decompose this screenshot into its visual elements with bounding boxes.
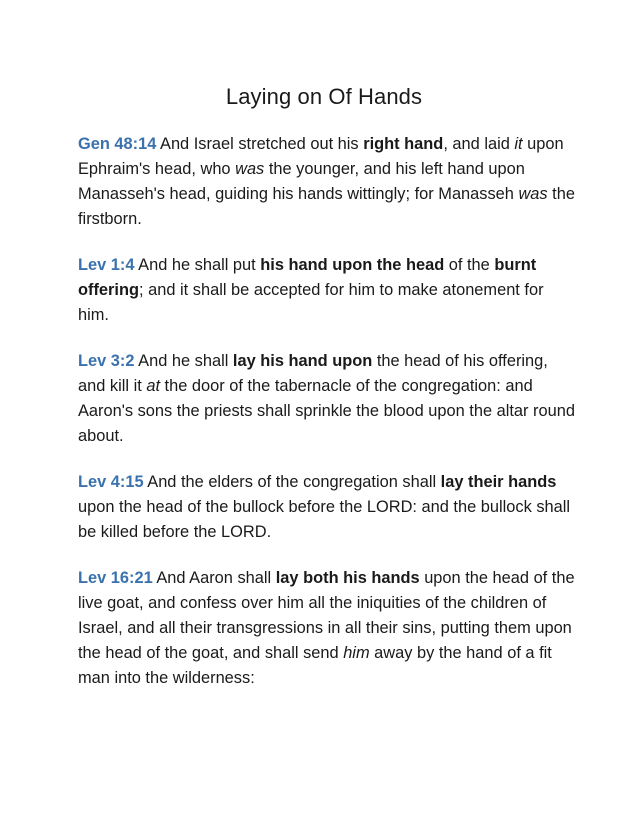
verse-text: upon the head of the bullock before the LORD: and the bullock shall be killed before the LORD. [78,498,571,541]
verse-paragraph [78,470,578,545]
verse-emphasis-bold: his hand upon the head [260,256,445,274]
verse-emphasis-italic: it [514,135,523,153]
verse-emphasis-italic: at [146,377,160,395]
verse-emphasis-bold: burnt offering [78,256,537,299]
verse-text: ; and it shall be accepted for him to make atonement for him. [78,281,544,324]
verse-paragraph [78,132,578,232]
verse-reference: Lev 16:21 [78,569,153,587]
verse-list [78,132,578,691]
verse-reference: Gen 48:14 [78,135,157,153]
verse-reference: Lev 1:4 [78,256,135,274]
verse-emphasis-italic: was [235,160,265,178]
verse-text: , and laid [443,135,515,153]
verse-text: away by the hand of a fit man into the wilderness: [78,644,552,687]
verse-text: the head of his offering, and kill it [78,352,548,395]
verse-text: And the elders of the congregation shall [143,473,441,491]
verse-text: And Aaron shall [152,569,276,587]
verse-reference: Lev 4:15 [78,473,144,491]
verse-text: the firstborn. [78,185,575,228]
verse-text: of the [444,256,495,274]
verse-emphasis-bold: lay his hand upon [232,352,373,370]
verse-emphasis-bold: lay both his hands [275,569,420,587]
verse-text: And Israel stretched out his [156,135,364,153]
verse-text: And he shall put [134,256,261,274]
verse-reference: Lev 3:2 [78,352,135,370]
verse-text: And he shall [134,352,233,370]
verse-emphasis-italic: him [343,644,370,662]
verse-text: upon Ephraim's head, who [78,135,564,178]
verse-paragraph [78,349,578,449]
verse-text: upon the head of the live goat, and confess over him all the iniquities of the children of Israel, and all their transgressions in all their sins, putting them upon the head of the goat, and shall send [78,569,575,662]
verse-paragraph [78,253,578,328]
verse-emphasis-italic: was [518,185,548,203]
document-title: Laying on Of Hands [225,84,423,109]
verse-emphasis-bold: lay their hands [440,473,557,491]
verse-paragraph [78,566,578,691]
verse-emphasis-bold: right hand [363,135,444,153]
verse-text: the door of the tabernacle of the congregation: and Aaron's sons the priests shall sprinkle the blood upon the altar round about. [78,377,575,445]
verse-text: the younger, and his left hand upon Manasseh's head, guiding his hands wittingly; for Manasseh [78,160,525,203]
